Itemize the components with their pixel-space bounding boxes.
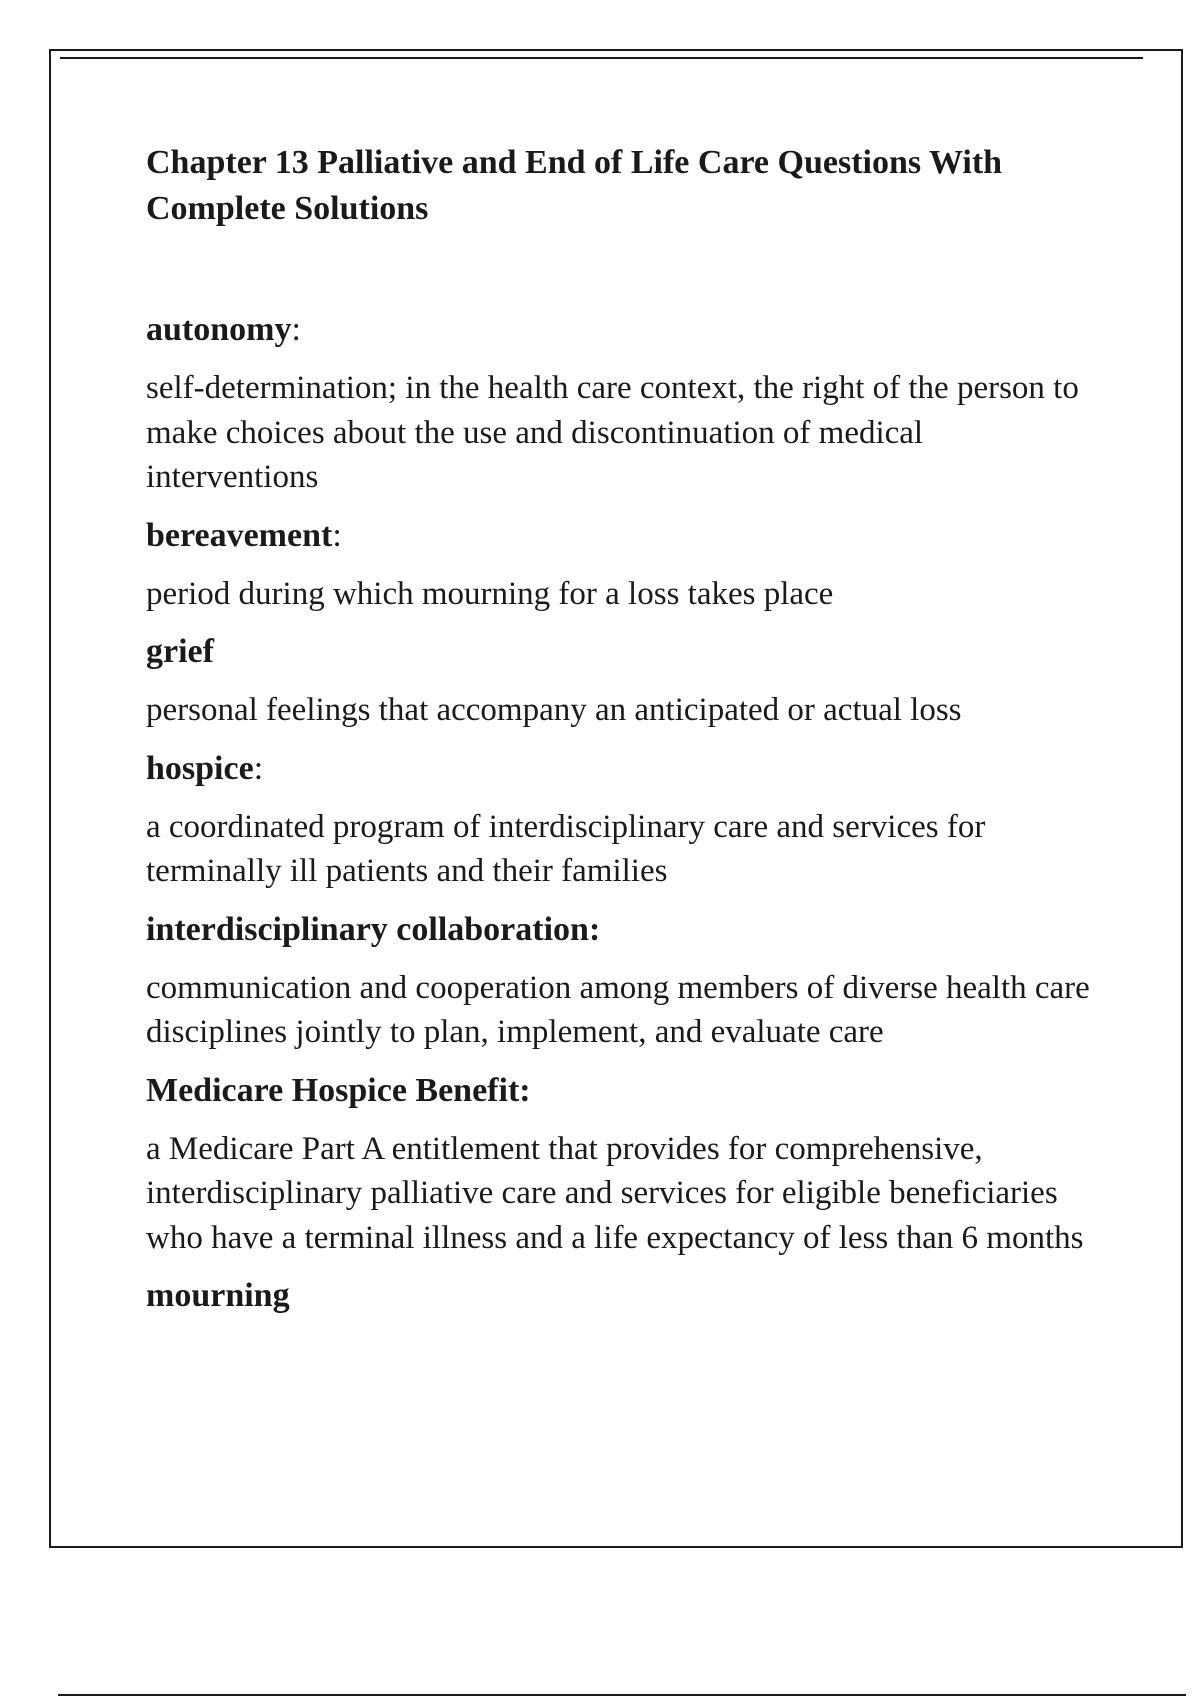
glossary-term: autonomy [146, 311, 292, 348]
glossary-term-line [146, 1069, 1096, 1113]
glossary-term: interdisciplinary collaboration [146, 910, 589, 948]
glossary-term-line [146, 630, 1096, 674]
glossary-term: bereavement [146, 516, 333, 554]
glossary-term-line [146, 308, 1096, 352]
glossary-term-line [146, 1274, 1096, 1318]
glossary-definition: self-determination; in the health care context, the right of the person to make choices about the use and discontinuation of medical interventions [146, 370, 1079, 495]
term-separator: : [291, 311, 301, 348]
glossary-definition: a coordinated program of interdisciplinary care and services for terminally ill patients and their families [146, 808, 986, 889]
glossary-term: mourning [146, 1277, 290, 1314]
glossary-definition: personal feelings that accompany an anticipated or actual loss [146, 692, 962, 728]
bottom-rule [58, 1694, 1186, 1696]
glossary-term-line [146, 747, 1096, 791]
term-separator: : [519, 1071, 531, 1109]
glossary-term: Medicare Hospice Benefit [146, 1071, 520, 1109]
page-content [146, 140, 1096, 1332]
term-separator: : [332, 516, 342, 554]
glossary-definition: period during which mourning for a loss takes place [146, 575, 834, 612]
top-rule [60, 57, 1143, 59]
glossary-definition: a Medicare Part A entitlement that provides for comprehensive, interdisciplinary palliative care and services for eligible beneficiaries who have a terminal illness and a life expectancy of less than 6 months [146, 1130, 1084, 1256]
term-separator: : [588, 910, 601, 948]
glossary-term-line [146, 908, 1096, 952]
document-title: Chapter 13 Palliative and End of Life Care Questions With Complete Solutions [146, 144, 1003, 227]
glossary-definition: communication and cooperation among members of diverse health care disciplines jointly to plan, implement, and evaluate care [146, 969, 1090, 1050]
glossary-list [146, 308, 1096, 1318]
glossary-term: grief [146, 633, 214, 670]
glossary-term: hospice [146, 749, 254, 787]
term-separator: : [253, 749, 264, 787]
glossary-term-line [146, 514, 1096, 558]
